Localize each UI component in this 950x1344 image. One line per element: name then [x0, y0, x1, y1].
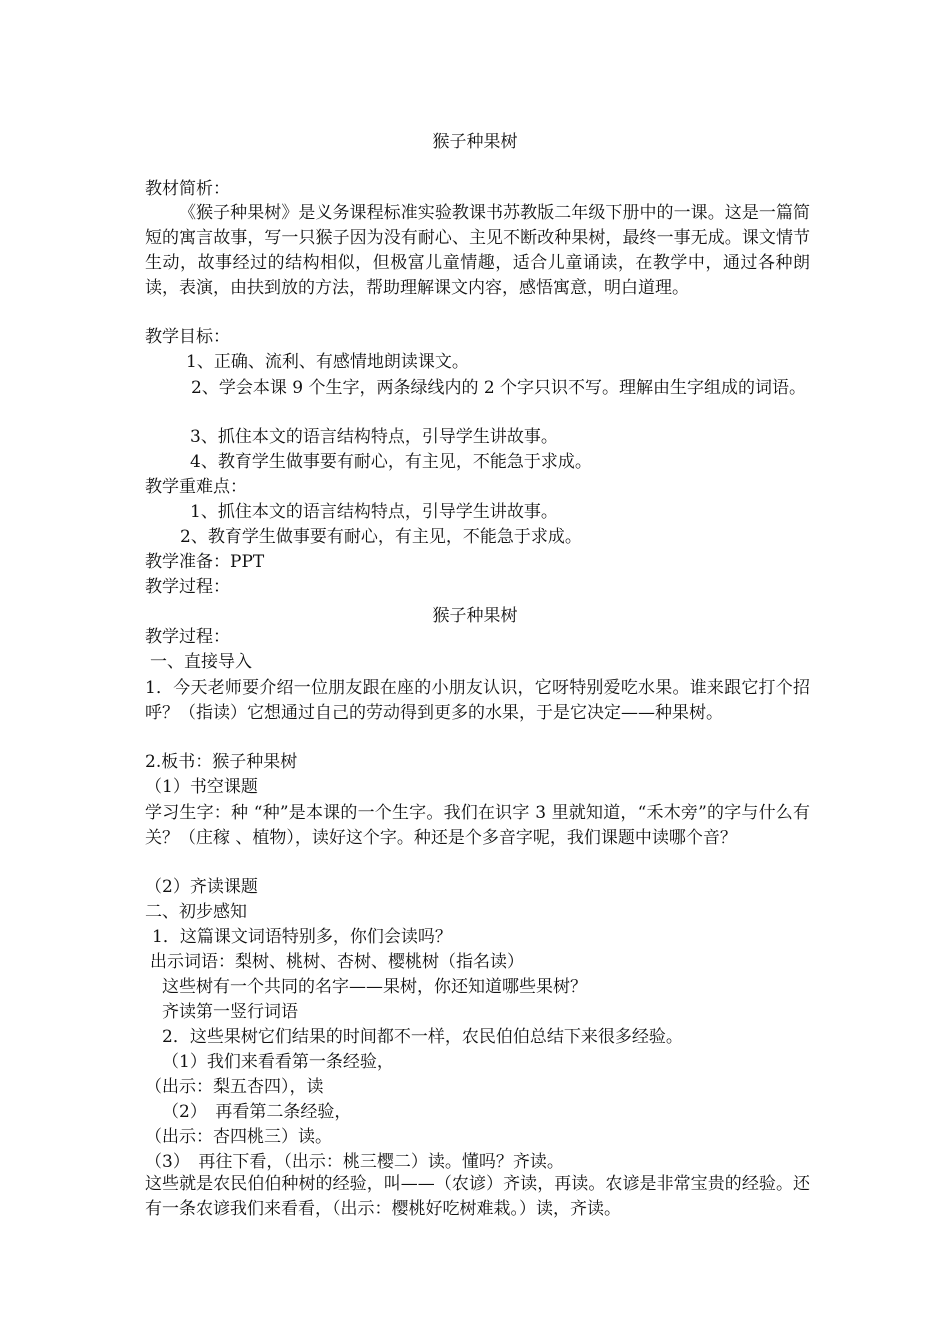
step-2-1: （1）书空课题	[145, 777, 258, 797]
keypoint-1: 1、抓住本文的语言结构特点，引导学生讲故事。	[190, 502, 558, 522]
s2-experience-3: （3） 再往下看，（出示：桃三樱二）读。懂吗？齐读。	[145, 1152, 564, 1172]
keypoints-heading: 教学重难点：	[145, 477, 247, 497]
goal-3: 3、抓住本文的语言结构特点，引导学生讲故事。	[190, 427, 558, 447]
step-2-2: （2）齐读课题	[145, 877, 258, 897]
s2-conclusion: 这些就是农民伯伯种树的经验，叫——（农谚）齐读，再读。农谚是非常宝贵的经验。还有一条农谚我们来看看，（出示：樱桃好吃树难栽。）读，齐读。	[145, 1174, 810, 1219]
goal-2: 2、学会本课 9 个生字，两条绿线内的 2 个字只识不写。理解由生字组成的词语。	[191, 378, 807, 398]
section-2-heading: 二、初步感知	[145, 902, 247, 922]
document-title: 猴子种果树	[432, 132, 518, 152]
s2-experience-1-show: （出示：梨五杏四），读	[145, 1077, 324, 1097]
goal-4: 4、教育学生做事要有耐心，有主见，不能急于求成。	[190, 452, 592, 472]
s2-step-2: 2．这些果树它们结果的时间都不一样，农民伯伯总结下来很多经验。	[162, 1027, 683, 1047]
intro-paragraph: 《猴子种果树》是义务课程标准实验教课书苏教版二年级下册中的一课。这是一篇简短的寓言故事，写一只猴子因为没有耐心、主见不断改种果树，最终一事无成。课文情节生动，故事经过的结构相似，但极富儿童情趣，适合儿童诵读，在教学中，通过各种朗读，表演，由扶到放的方法，帮助理解课文内容，感悟寓意，明白道理。	[145, 203, 810, 298]
s2-words: 出示词语：梨树、桃树、杏树、樱桃树（指名读）	[150, 952, 524, 972]
s2-read-column: 齐读第一竖行词语	[162, 1002, 298, 1022]
intro-heading: 教材简析：	[145, 179, 230, 199]
new-char-paragraph: 学习生字：种 “种”是本课的一个生字。我们在识字 3 里就知道，“禾木旁”的字与什么有关？（庄稼 、植物），读好这个字。种还是个多音字呢，我们课题中读哪个音？	[145, 803, 810, 848]
s2-common-name: 这些树有一个共同的名字——果树，你还知道哪些果树？	[162, 977, 587, 997]
goal-1: 1、正确、流利、有感情地朗读课文。	[186, 352, 469, 372]
step-1: 1．今天老师要介绍一位朋友跟在座的小朋友认识，它呀特别爱吃水果。谁来跟它打个招呼？（指读）它想通过自己的劳动得到更多的水果，于是它决定——种果树。	[145, 678, 810, 723]
s2-experience-1: （1）我们来看看第一条经验，	[162, 1052, 394, 1072]
subtitle: 猴子种果树	[432, 606, 518, 626]
process-heading-2: 教学过程：	[145, 627, 230, 647]
step-2: 2.板书：猴子种果树	[145, 752, 298, 772]
s2-experience-2: （2） 再看第二条经验，	[162, 1102, 352, 1122]
s2-step-1: 1．这篇课文词语特别多，你们会读吗？	[152, 927, 452, 947]
keypoint-2: 2、教育学生做事要有耐心，有主见，不能急于求成。	[180, 527, 582, 547]
process-heading: 教学过程：	[145, 577, 230, 597]
prep-line: 教学准备：PPT	[145, 552, 265, 572]
s2-experience-2-show: （出示：杏四桃三）读。	[145, 1127, 332, 1147]
section-1-heading: 一、直接导入	[150, 652, 252, 672]
goals-heading: 教学目标：	[145, 327, 230, 347]
